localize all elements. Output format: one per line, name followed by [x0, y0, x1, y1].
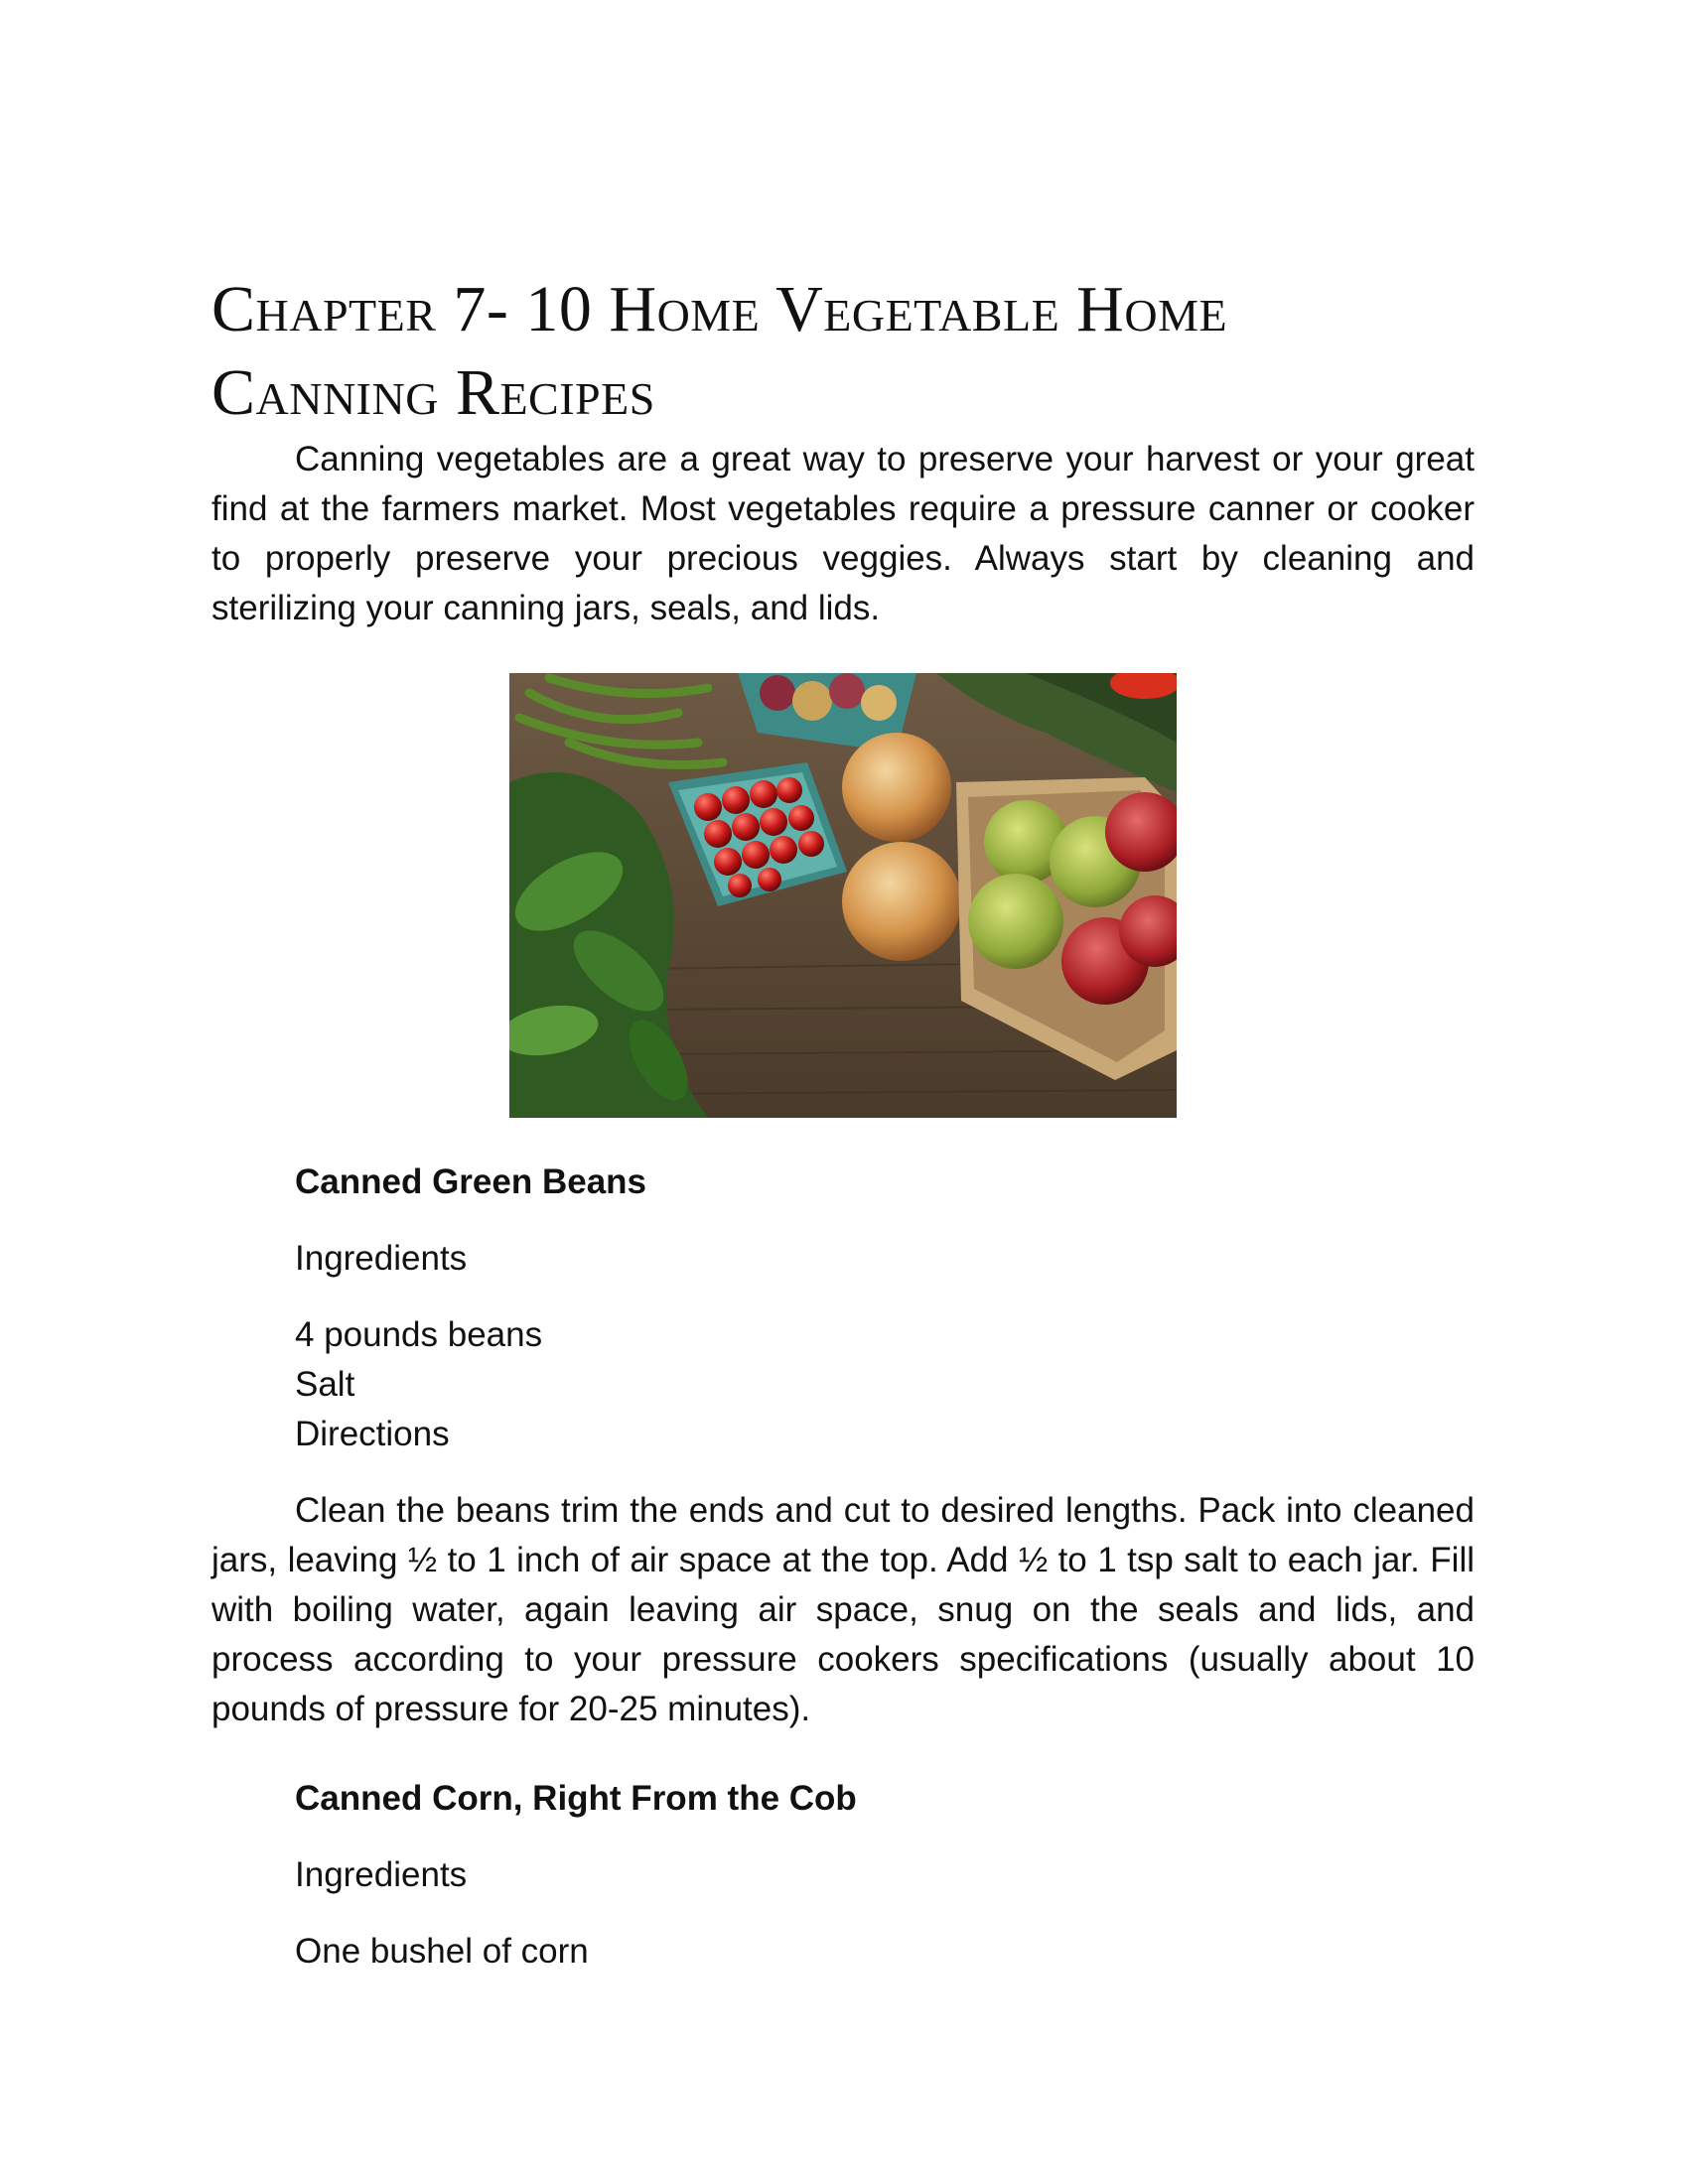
vegetable-photo-icon	[509, 673, 1177, 1118]
document-page	[211, 268, 1475, 1977]
ingredient-item: 4 pounds beans	[295, 1315, 543, 1354]
directions-label: Directions	[295, 1415, 450, 1453]
ingredient-list	[211, 1310, 1475, 1459]
chapter-title-line2: Canning Recipes	[211, 356, 655, 429]
ingredient-item: Salt	[295, 1365, 355, 1404]
recipe-title: Canned Corn, Right From the Cob	[295, 1779, 857, 1818]
intro-paragraph: Canning vegetables are a great way to preserve your harvest or your great find at the farmers market. Most vegetables require a pressure canner or cooker to properly preserve your precious veggies. Always start by cleaning and sterilizing your canning jars, seals, and lids.	[211, 440, 1475, 627]
ingredient-item: One bushel of corn	[295, 1932, 589, 1971]
directions-paragraph: Clean the beans trim the ends and cut to desired lengths. Pack into cleaned jars, leaving ½ to 1 inch of air space at the top. Add ½ to 1 tsp salt to each jar. Fill with boiling water, again leaving air space, snug on the seals and lids, and process according to your pressure cookers specifications (usually about 10 pounds of pressure for 20-25 minutes).	[211, 1491, 1475, 1728]
vegetable-photo	[509, 673, 1177, 1118]
chapter-title	[211, 268, 1475, 435]
ingredients-label: Ingredients	[295, 1855, 468, 1894]
ingredients-label: Ingredients	[295, 1239, 468, 1278]
recipe-title: Canned Green Beans	[295, 1162, 646, 1201]
chapter-title-line1: Chapter 7- 10 Home Vegetable Home	[211, 273, 1228, 345]
